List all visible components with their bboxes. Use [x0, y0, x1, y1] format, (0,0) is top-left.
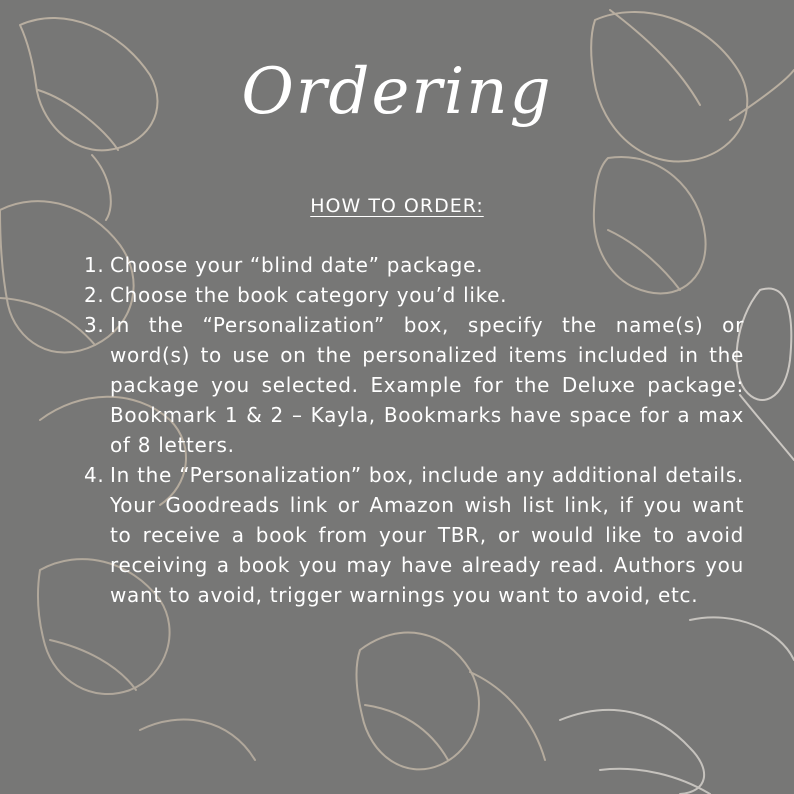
step-text: Choose the book category you’d like.	[110, 283, 508, 307]
ordering-steps-list	[84, 250, 744, 610]
step-number: 1.	[84, 253, 105, 277]
ordering-step-item	[84, 250, 744, 280]
section-heading-how-to-order: HOW TO ORDER:	[310, 195, 484, 217]
step-text: Choose your “blind date” package.	[110, 253, 484, 277]
step-number: 4.	[84, 463, 105, 487]
step-text: In the “Personalization” box, specify the name(s) or word(s) to use on the personalized items included in the package you selected. Example for the Deluxe package: Bookmark 1 & 2 – Kayla, Bookmarks have space for a max of 8 letters.	[110, 313, 744, 457]
butterfly-icon-lower-right	[560, 617, 794, 794]
step-number: 3.	[84, 313, 105, 337]
ordering-step-item	[84, 310, 744, 460]
butterfly-icon-lower-center	[356, 633, 545, 770]
ordering-step-item	[84, 460, 744, 610]
butterfly-icon-right-edge	[737, 288, 794, 460]
ordering-step-item	[84, 280, 744, 310]
page-title: Ordering	[241, 55, 553, 129]
step-number: 2.	[84, 283, 105, 307]
step-text: In the “Personalization” box, include any additional details. Your Goodreads link or Amazon wish list link, if you want to receive a book from your TBR, or would like to avoid receiving a book you may have already read. Authors you want to avoid, trigger warnings you want to avoid, etc.	[110, 463, 744, 607]
